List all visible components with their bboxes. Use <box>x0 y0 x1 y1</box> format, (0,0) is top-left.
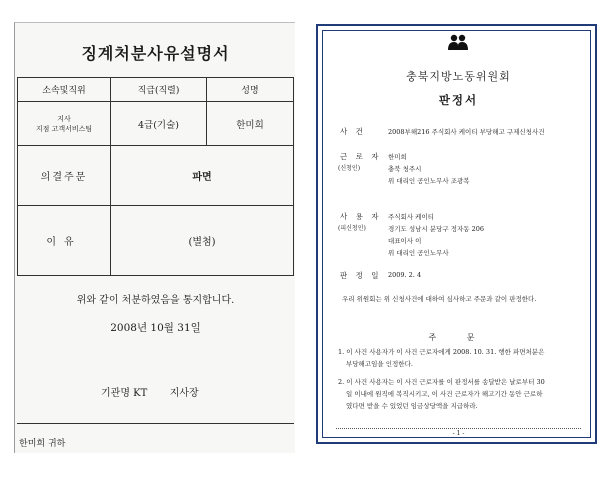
worker-label: 근 로 자 <box>340 152 382 161</box>
notice-text: 위와 같이 처분하였음을 통지합니다. <box>76 295 235 306</box>
order-2-line1: 2. 이 사건 사용자는 이 사건 근로자를 이 판정서를 송달받은 날로부터 30 <box>338 378 545 386</box>
worker-name: 한미희 <box>388 153 407 161</box>
issuing-organization <box>101 384 199 399</box>
decision-value: 파면 <box>111 146 294 206</box>
agency-name: 충북지방노동위원회 <box>406 70 511 83</box>
recipient: 한미희 귀하 <box>19 439 66 449</box>
case-value: 2008부해216 주식회사 케이티 부당해고 구제신청사건 <box>388 128 545 136</box>
worker-agent: 위 대리인 공인노무사 조광복 <box>388 177 470 185</box>
document-title: 징계처분사유설명서 <box>81 44 230 63</box>
order-1-line2: 부당해고임을 인정한다. <box>346 360 413 368</box>
decision-label: 의결주문 <box>18 146 111 206</box>
org-suffix: 지사장 <box>169 388 199 399</box>
affiliation-line2: 지점 고객서비스팀 <box>35 124 93 133</box>
employer-sub: (피신청인) <box>338 225 366 232</box>
employer-name: 주식회사 케이티 <box>388 213 435 221</box>
case-label: 사 건 <box>340 127 366 136</box>
reason-label: 이유 <box>18 206 111 276</box>
affiliation-value <box>18 102 111 146</box>
worker-sub: (신청인) <box>338 165 361 172</box>
judgment-date: 2009. 2. 4 <box>388 271 422 279</box>
employer-address: 경기도 성남시 분당구 정자동 206 <box>388 225 485 233</box>
affiliation-line1: 지사 <box>57 114 71 123</box>
disciplinary-notice-document <box>14 22 295 453</box>
worker-address: 충북 청주시 <box>388 165 422 173</box>
header-grade: 직급(직렬) <box>111 78 207 102</box>
employer-rep: 대표이사 이 <box>388 237 422 245</box>
header-affiliation: 소속및직위 <box>18 78 111 102</box>
document-type: 판정서 <box>438 93 479 107</box>
judgment-date-label: 판 정 일 <box>340 271 382 280</box>
order-1-line1: 1. 이 사건 사용자가 이 사건 근로자에게 2008. 10. 31. 행한 파면처분은 <box>338 348 545 356</box>
header-name: 성명 <box>207 78 294 102</box>
intro-text: 우리 위원회는 위 신청사건에 대하여 심사하고 주문과 같이 판정한다. <box>342 295 537 303</box>
order-heading: 주 문 <box>428 333 489 342</box>
judgment-document <box>316 24 597 444</box>
page-number: - 1 - <box>452 430 465 437</box>
name-value: 한미희 <box>207 102 294 146</box>
footer-rule <box>336 428 581 429</box>
grade-value: 4급(기술) <box>111 102 207 146</box>
two-people-emblem-icon <box>447 34 469 50</box>
notice-table <box>17 77 294 276</box>
bottom-divider <box>17 423 294 424</box>
order-2-line2: 일 이내에 원직에 복직시키고, 이 사건 근로자가 해고기간 동안 근로하 <box>346 390 543 398</box>
order-2-line3: 였다면 받을 수 있었던 임금상당액을 지급하라. <box>346 402 478 410</box>
employer-agent: 위 대리인 공인노무사 <box>388 249 449 257</box>
notice-date: 2008년 10월 31일 <box>110 322 201 334</box>
org-prefix: 기관명 KT <box>101 388 148 399</box>
employer-label: 사 용 자 <box>340 212 382 221</box>
reason-value: (별첨) <box>111 206 294 276</box>
